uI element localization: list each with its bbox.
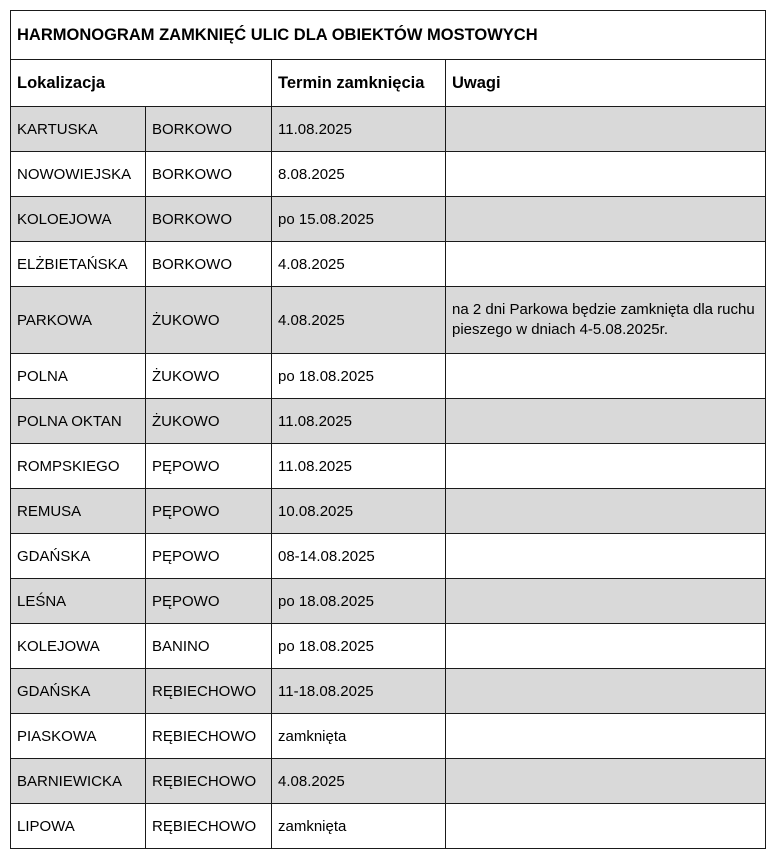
street-cell: ROMPSKIEGO bbox=[11, 444, 146, 489]
village-cell: BANINO bbox=[146, 624, 272, 669]
village-cell: PĘPOWO bbox=[146, 579, 272, 624]
table-row bbox=[11, 354, 766, 399]
note-cell bbox=[446, 624, 766, 669]
closing-date-cell: 11-18.08.2025 bbox=[272, 669, 446, 714]
village-cell: PĘPOWO bbox=[146, 534, 272, 579]
closing-date-cell: 4.08.2025 bbox=[272, 242, 446, 287]
closing-date-cell: 11.08.2025 bbox=[272, 107, 446, 152]
note-cell: na 2 dni Parkowa będzie zamknięta dla ruchu pieszego w dniach 4-5.08.2025r. bbox=[446, 287, 766, 354]
closing-date-cell: zamknięta bbox=[272, 714, 446, 759]
note-cell bbox=[446, 714, 766, 759]
village-cell: BORKOWO bbox=[146, 152, 272, 197]
note-cell bbox=[446, 354, 766, 399]
street-cell: KOLOEJOWA bbox=[11, 197, 146, 242]
table-row bbox=[11, 534, 766, 579]
closing-date-cell: zamknięta bbox=[272, 804, 446, 849]
closing-date-cell: 4.08.2025 bbox=[272, 759, 446, 804]
street-cell: KOLEJOWA bbox=[11, 624, 146, 669]
note-cell bbox=[446, 107, 766, 152]
closing-date-cell: 8.08.2025 bbox=[272, 152, 446, 197]
header-closing-date: Termin zamknięcia bbox=[272, 60, 446, 107]
table-row bbox=[11, 444, 766, 489]
street-cell: REMUSA bbox=[11, 489, 146, 534]
village-cell: ŻUKOWO bbox=[146, 287, 272, 354]
table-row bbox=[11, 759, 766, 804]
table-body bbox=[11, 11, 766, 849]
header-row bbox=[11, 60, 766, 107]
table-row bbox=[11, 579, 766, 624]
village-cell: BORKOWO bbox=[146, 197, 272, 242]
closing-date-cell: po 15.08.2025 bbox=[272, 197, 446, 242]
note-cell bbox=[446, 534, 766, 579]
street-cell: NOWOWIEJSKA bbox=[11, 152, 146, 197]
closing-date-cell: 11.08.2025 bbox=[272, 399, 446, 444]
table-row bbox=[11, 804, 766, 849]
note-cell bbox=[446, 444, 766, 489]
street-cell: KARTUSKA bbox=[11, 107, 146, 152]
table-row bbox=[11, 714, 766, 759]
note-cell bbox=[446, 242, 766, 287]
street-cell: POLNA OKTAN bbox=[11, 399, 146, 444]
village-cell: PĘPOWO bbox=[146, 444, 272, 489]
street-cell: GDAŃSKA bbox=[11, 534, 146, 579]
street-cell: BARNIEWICKA bbox=[11, 759, 146, 804]
note-cell bbox=[446, 152, 766, 197]
closing-date-cell: 4.08.2025 bbox=[272, 287, 446, 354]
village-cell: ŻUKOWO bbox=[146, 399, 272, 444]
village-cell: RĘBIECHOWO bbox=[146, 804, 272, 849]
table-row bbox=[11, 197, 766, 242]
note-cell bbox=[446, 669, 766, 714]
note-cell bbox=[446, 579, 766, 624]
village-cell: ŻUKOWO bbox=[146, 354, 272, 399]
table-row bbox=[11, 489, 766, 534]
header-notes: Uwagi bbox=[446, 60, 766, 107]
closing-date-cell: 08-14.08.2025 bbox=[272, 534, 446, 579]
title-row bbox=[11, 11, 766, 60]
village-cell: RĘBIECHOWO bbox=[146, 714, 272, 759]
closing-date-cell: 10.08.2025 bbox=[272, 489, 446, 534]
street-cell: PARKOWA bbox=[11, 287, 146, 354]
table-row bbox=[11, 669, 766, 714]
street-cell: LIPOWA bbox=[11, 804, 146, 849]
note-cell bbox=[446, 489, 766, 534]
table-row bbox=[11, 287, 766, 354]
closing-date-cell: po 18.08.2025 bbox=[272, 624, 446, 669]
closure-schedule-table bbox=[10, 10, 766, 849]
note-cell bbox=[446, 759, 766, 804]
street-cell: PIASKOWA bbox=[11, 714, 146, 759]
closing-date-cell: 11.08.2025 bbox=[272, 444, 446, 489]
village-cell: BORKOWO bbox=[146, 242, 272, 287]
closing-date-cell: po 18.08.2025 bbox=[272, 579, 446, 624]
note-cell bbox=[446, 197, 766, 242]
village-cell: BORKOWO bbox=[146, 107, 272, 152]
table-row bbox=[11, 242, 766, 287]
closing-date-cell: po 18.08.2025 bbox=[272, 354, 446, 399]
table-title: HARMONOGRAM ZAMKNIĘĆ ULIC DLA OBIEKTÓW MOSTOWYCH bbox=[11, 11, 766, 60]
street-cell: POLNA bbox=[11, 354, 146, 399]
note-cell bbox=[446, 804, 766, 849]
table-row bbox=[11, 624, 766, 669]
street-cell: LEŚNA bbox=[11, 579, 146, 624]
village-cell: RĘBIECHOWO bbox=[146, 759, 272, 804]
village-cell: PĘPOWO bbox=[146, 489, 272, 534]
street-cell: GDAŃSKA bbox=[11, 669, 146, 714]
header-location: Lokalizacja bbox=[11, 60, 272, 107]
street-cell: ELŻBIETAŃSKA bbox=[11, 242, 146, 287]
table-row bbox=[11, 152, 766, 197]
table-row bbox=[11, 399, 766, 444]
table-row bbox=[11, 107, 766, 152]
note-cell bbox=[446, 399, 766, 444]
village-cell: RĘBIECHOWO bbox=[146, 669, 272, 714]
